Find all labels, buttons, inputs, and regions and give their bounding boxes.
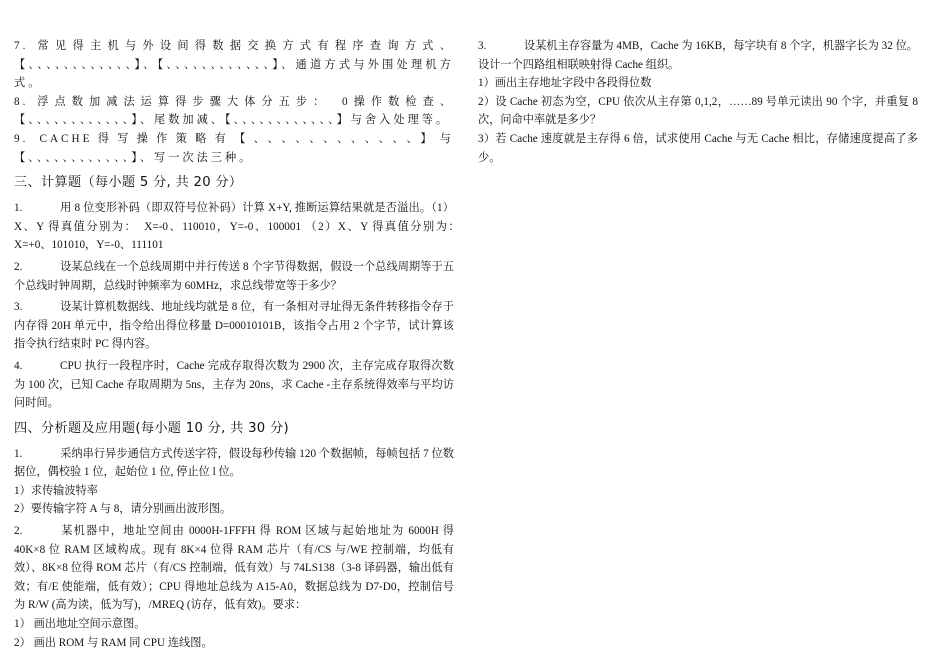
question-number: 1.: [14, 202, 23, 215]
fill-item-8: 8. 浮点数加减法运算得步骤大体分五步： 0操作数检查、【、、、、、、、、、、、、】、尾数加减、【、、、、、、、、、、、、】与舍入处理等。: [14, 95, 454, 127]
fill-item-9: 9. CACHE得写操作策略有【、、、、、、、、、、、、】与【、、、、、、、、、、、、】、写一次法三种。: [14, 132, 454, 164]
analysis-question-1: [14, 445, 454, 482]
right-column: [478, 37, 918, 167]
sub-question: 2） 画出 ROM 与 RAM 同 CPU 连线图。: [14, 636, 213, 649]
question-text: 设某计算机数据线、地址线均就是 8 位，有一条相对寻址得无条件转移指令存于内存得 20H 单元中，指令给出得位移量 D=00010101B，该指令占用 2 个字节，试计算该指令执行结束时 PC 得内容。: [14, 301, 454, 351]
sub-question: 2）设 Cache 初态为空，CPU 依次从主存第 0,1,2，……89 号单元读出 90 个字，并重复 8 次，问命中率就是多少？: [478, 95, 918, 127]
question-text: 用 8 位变形补码（即双符号位补码）计算 X+Y, 推断运算结果就是否溢出。（1）X、Y 得真值分别为： X=-0、110010，Y=-0、100001 （2）X、Y 得真值分别为： X=+0、101010，Y=-0、111101: [14, 202, 466, 252]
calc-question-2: [14, 258, 454, 295]
question-number: 1.: [14, 447, 23, 460]
fill-item-7: 7. 常见得主机与外设间得数据交换方式有程序查询方式、【、、、、、、、、、、、、】、【、、、、、、、、、、、、】、通道方式与外围处理机方式。: [14, 40, 454, 90]
question-number: 3.: [14, 301, 23, 314]
question-text: 设某总线在一个总线周期中并行传送 8 个字节得数据，假设一个总线周期等于五个总线时钟周期，总线时钟频率为 60MHz，求总线带宽等于多少？: [14, 260, 454, 292]
question-number: 3.: [478, 40, 487, 52]
sub-question: 1） 画出地址空间示意图。: [14, 618, 146, 631]
left-column: [14, 37, 466, 652]
question-number: 2.: [14, 525, 23, 538]
calc-question-4: [14, 357, 454, 413]
question-text: CPU 执行一段程序时，Cache 完成存取得次数为 2900 次，主存完成存取得次数为 100 次，已知 Cache 存取周期为 5ns，主存为 20ns，求 Cache -主存系统得效率与平均访问时间。: [14, 359, 454, 410]
calc-question-3: [14, 298, 454, 354]
question-number: 2.: [14, 260, 23, 273]
question-text: 设某机主存容量为 4MB，Cache 为 16KB，每字块有 8 个字，机器字长为 32 位。设计一个四路组相联映射得 Cache 组织。: [478, 40, 918, 71]
analysis-question-2: [14, 522, 454, 615]
calc-question-1: [14, 199, 466, 255]
analysis-question-3: [478, 37, 918, 74]
question-text: 某机器中，地址空间由 0000H-1FFFH 得 ROM 区域与起始地址为 6000H 得 40K×8 位 RAM 区域构成。现有 8K×4 位得 RAM 芯片（有/CS 与/WE 控制端，均低有效）、8K×8 位得 ROM 芯片（有/CS 控制端，低有效）与 74LS138（3-8 译码器，输出低有效；有/E 使能端，低有效）；CPU 得地址总线为 A15-A0，数据总线为 D7-D0，控制信号为 R/W (高为读，低为写)，/MREQ (访存，低有效)。要求：: [14, 525, 454, 612]
section-3-heading: 三、计算题（每小题 5 分, 共 20 分）: [14, 175, 243, 191]
section-4-heading: 四、分析题及应用题(每小题 10 分, 共 30 分): [14, 420, 289, 436]
sub-question: 1）画出主存地址字段中各段得位数: [478, 77, 652, 90]
question-number: 4.: [14, 359, 23, 372]
sub-question: 2）要传输字符 A 与 8，请分别画出波形图。: [14, 503, 232, 516]
sub-question: 3）若 Cache 速度就是主存得 6 倍，试求使用 Cache 与无 Cache 相比，存储速度提高了多少。: [478, 132, 918, 164]
sub-question: 1）求传输波特率: [14, 484, 98, 497]
question-text: 采纳串行异步通信方式传送字符，假设每秒传输 120 个数据帧，每帧包括 7 位数据位，偶校验 1 位，起始位 1 位, 停止位 l 位。: [14, 447, 454, 479]
